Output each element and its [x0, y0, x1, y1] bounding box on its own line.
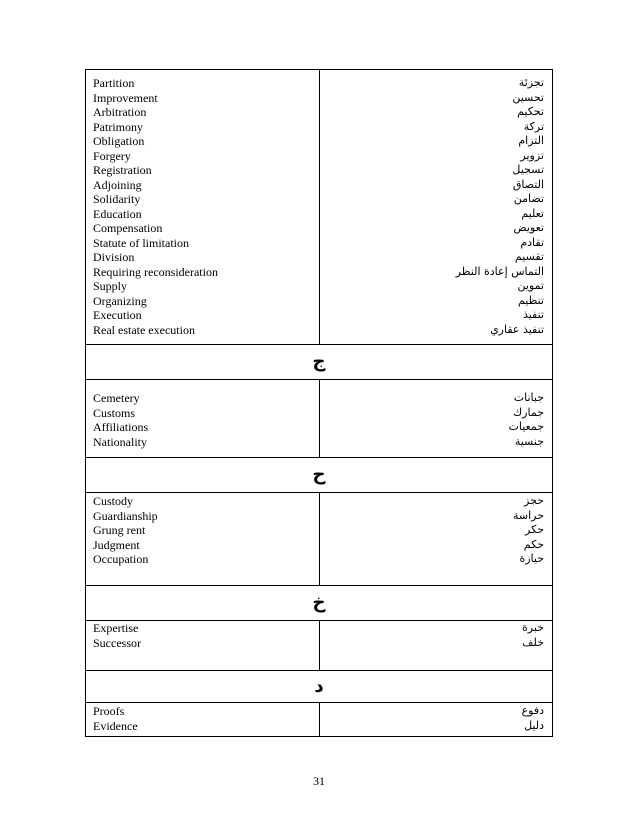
term-en: Occupation [93, 552, 149, 566]
term-ar: تعليم [521, 206, 544, 220]
column-divider [319, 621, 320, 670]
term-ar: تجزئة [518, 76, 544, 89]
term-en: Guardianship [93, 508, 158, 523]
term-en: Statute of limitation [93, 235, 189, 250]
term-en: Organizing [93, 293, 147, 308]
term-en: Execution [93, 308, 142, 322]
term-ar: جبانات [513, 391, 544, 404]
term-en: Successor [93, 635, 141, 650]
term-ar: تحسين [512, 90, 544, 104]
term-ar: خبرة [522, 621, 544, 634]
term-en: Expertise [93, 621, 139, 635]
term-ar: جمعيات [508, 420, 544, 433]
term-en: Partition [93, 76, 135, 90]
term-ar: جمارك [513, 405, 544, 419]
term-en: Proofs [93, 704, 125, 718]
english-terms [93, 621, 141, 650]
section-letter: خ [312, 592, 326, 613]
section-letter: ح [312, 464, 326, 485]
term-en: Compensation [93, 221, 163, 235]
term-en: Arbitration [93, 105, 147, 119]
term-en: Division [93, 250, 135, 264]
term-en: Grung rent [93, 523, 146, 537]
english-terms [93, 391, 148, 449]
term-ar: تموين [517, 279, 544, 292]
term-ar: حكم [523, 537, 544, 551]
term-ar: دليل [524, 718, 544, 732]
column-divider [319, 380, 320, 457]
term-en: Adjoining [93, 177, 142, 192]
table-section [86, 70, 552, 345]
term-en: Improvement [93, 90, 158, 105]
table-section [86, 493, 552, 586]
term-en: Forgery [93, 148, 131, 163]
arabic-terms [513, 494, 544, 567]
term-ar: تضامن [513, 192, 544, 205]
term-en: Cemetery [93, 391, 140, 405]
term-ar: التزام [518, 134, 544, 147]
term-ar: تنفيذ [522, 308, 544, 321]
table-section [86, 380, 552, 458]
term-ar: حجز [524, 494, 544, 507]
term-en: Affiliations [93, 420, 149, 434]
section-letter: ج [312, 351, 326, 372]
term-en: Requiring reconsideration [93, 264, 218, 279]
term-ar: دفوع [521, 704, 544, 717]
english-terms [93, 494, 158, 567]
term-en: Nationality [93, 434, 147, 449]
term-en: Solidarity [93, 192, 141, 206]
arabic-terms [522, 704, 544, 733]
term-ar: حكر [525, 523, 544, 536]
term-ar: تعويض [513, 221, 544, 234]
table-section [86, 621, 552, 671]
section-letter: د [314, 675, 324, 697]
page-number: 31 [313, 774, 325, 788]
term-en: Real estate execution [93, 322, 195, 337]
english-terms [93, 76, 218, 337]
term-ar: تقسيم [514, 250, 544, 263]
term-ar: تنفيذ عقاري [490, 322, 544, 336]
term-en: Custody [93, 494, 134, 508]
column-divider [319, 493, 320, 585]
term-ar: حراسة [512, 508, 544, 522]
term-en: Patrimony [93, 119, 143, 134]
arabic-terms [456, 76, 544, 337]
letter-header [86, 671, 552, 703]
term-ar: تركة [523, 119, 544, 133]
term-en: Judgment [93, 537, 140, 552]
glossary-table [85, 69, 553, 737]
term-en: Customs [93, 405, 136, 420]
term-ar: تنظيم [517, 293, 544, 307]
term-ar: جنسية [514, 434, 544, 448]
term-ar: تزوير [520, 148, 544, 162]
letter-header [86, 345, 552, 380]
term-en: Evidence [93, 718, 138, 733]
arabic-terms [509, 391, 545, 449]
table-section [86, 703, 552, 736]
column-divider [319, 703, 320, 736]
arabic-terms [522, 621, 544, 650]
term-ar: التصاق [512, 177, 544, 191]
letter-header [86, 458, 552, 493]
term-ar: التماس إعادة النظر [455, 264, 544, 278]
term-ar: تحكيم [517, 105, 544, 118]
english-terms [93, 704, 138, 733]
term-en: Registration [93, 163, 152, 177]
term-ar: تسجيل [512, 163, 544, 176]
term-ar: خلف [522, 635, 544, 649]
letter-header [86, 586, 552, 621]
term-en: Supply [93, 279, 128, 293]
term-ar: تقادم [520, 235, 544, 249]
term-en: Education [93, 206, 142, 221]
term-ar: حيازة [519, 552, 544, 565]
term-en: Obligation [93, 134, 145, 148]
column-divider [319, 70, 320, 344]
